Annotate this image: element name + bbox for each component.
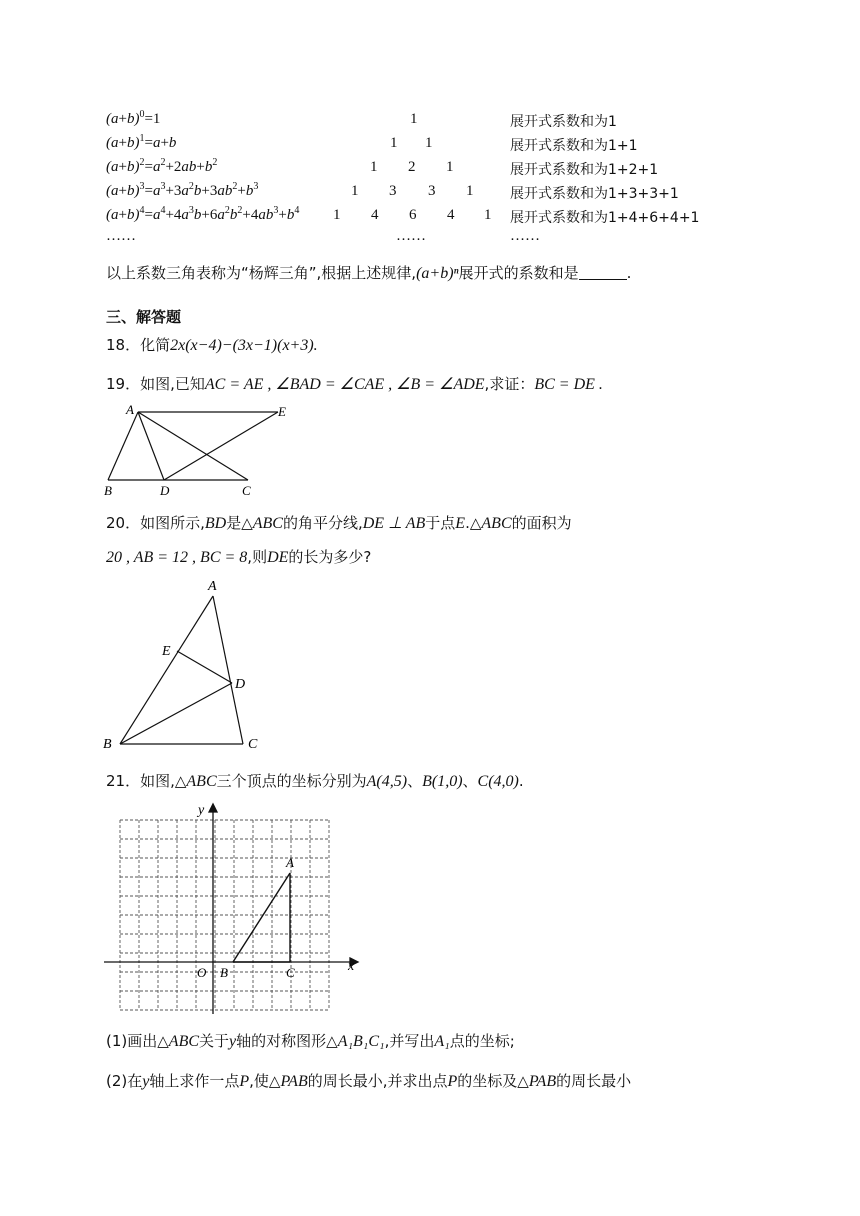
q21p1-a: (1)画出△ [106,1032,169,1050]
coeff-row-2-a: 1 [370,159,378,175]
coeff-row-4-e: 1 [484,207,492,223]
q21p2-g: 的周长最小,并求出点 [307,1072,448,1090]
fig21-label-O: O [197,965,207,980]
figure-21-grid [100,800,360,1020]
q21-triangle: ABC [186,773,217,790]
q21p1-f: A₁B₁C₁ [337,1033,385,1050]
yanghui-statement [106,262,631,283]
q20-math-b: BD [204,515,227,532]
yanghui-end: . [626,264,632,282]
q21-point-A: A(4,5) [366,773,408,790]
q20-text-e: 的角平分线, [282,514,363,532]
q18-number: 18． [106,336,141,354]
fig19-line-AD [138,412,164,480]
yanghui-expr: (a+b)ⁿ [416,265,459,282]
q21p2-f: PAB [280,1073,308,1090]
y-axis-arrow-icon [209,804,217,812]
coeff-row-0: 1 [410,111,418,127]
question-18 [106,334,318,355]
q21p2-d: P [239,1073,250,1090]
q21-text-2: 三个顶点的坐标分别为 [216,772,367,790]
q21-sep-2: 、 [462,772,478,790]
expansion-expr-0: $(a+b)^0=1$ [106,109,161,127]
q19-number: 19． [106,375,141,393]
q21p1-g: ,并写出 [384,1032,435,1050]
coeff-row-2-b: 2 [408,159,416,175]
fig19-line-AB [108,412,138,480]
q20-text-c: 是△ [226,514,253,532]
question-19 [106,373,603,394]
fig20-label-B: B [103,737,112,752]
question-21 [106,770,524,791]
q20-math-d: ABC [252,515,283,532]
q21p1-e: 轴的对称图形△ [236,1032,338,1050]
ellipsis-right: …… [510,228,540,244]
fig21-label-A: A [286,855,294,870]
fig20-line-AC [213,596,246,744]
fig19-label-B: B [104,483,112,498]
fig19-line-DE [164,412,278,480]
q20-math-given: 20 , AB = 12 , BC = 8 [106,549,248,566]
grid-lines [120,820,329,1010]
expansion-expr-4: $(a+b)^4=a^4+4a^3b+6a^2b^2+4ab^3+b^4$ [106,205,300,223]
fig20-line-AB [120,596,213,744]
q21-end: . [518,772,524,790]
q21p2-a: (2)在 [106,1072,143,1090]
q21p1-b: ABC [168,1033,200,1050]
q21p1-i: 点的坐标; [449,1032,515,1050]
q19-condition: AC = AE , ∠BAD = ∠CAE , ∠B = ∠ADE [204,376,485,393]
q20-number: 20． [106,514,141,532]
q20-text-then: ,则 [247,548,268,566]
q21p2-k: 的周长最小 [556,1072,632,1090]
q20-math-DE: DE [267,549,289,566]
answer-blank[interactable] [579,265,627,280]
yanghui-text-post: 展开式的系数和是 [458,264,579,282]
q21-sep-1: 、 [407,772,423,790]
fig19-label-E: E [278,404,286,419]
ellipsis-left: …… [106,228,136,244]
q21-point-C: C(4,0) [477,773,519,790]
coeff-row-4-d: 4 [447,207,455,223]
q19-mid: ,求证： [484,375,535,393]
coeff-row-2-c: 1 [446,159,454,175]
q21-text-1: 如图,△ [140,772,187,790]
q20-math-f: DE ⊥ AB [362,515,426,532]
fig20-line-BD [120,683,232,744]
fig21-label-y: y [198,803,205,818]
fig19-label-C: C [242,483,251,498]
q21p2-h: P [447,1073,458,1090]
coeff-row-4-a: 1 [333,207,341,223]
figure-19 [100,400,300,500]
q21p2-c: 轴上求作一点 [149,1072,240,1090]
q20-text-g: 于点 [425,514,456,532]
fig21-label-C: C [286,965,295,980]
coeff-row-4-b: 4 [371,207,379,223]
q18-text: 化简 [140,336,171,354]
ellipsis-middle: …… [396,228,426,244]
q21p1-c: 关于 [199,1032,230,1050]
coeff-sum-1: 展开式系数和为1+1 [510,138,638,154]
q20-text-i: .△ [465,514,482,532]
coeff-sum-3: 展开式系数和为1+3+3+1 [510,186,679,202]
q21-number: 21． [106,772,141,790]
fig21-line-AB [233,873,290,962]
q19-text: 如图,已知 [140,375,205,393]
q18-expr: 2x(x−4)−(3x−1)(x+3). [170,337,318,354]
fig21-label-B: B [220,965,228,980]
fig20-label-E: E [162,644,171,659]
q20-math-h: E [455,515,466,532]
coeff-row-3-d: 1 [466,183,474,199]
yanghui-text-pre: 以上系数三角表称为“杨辉三角”,根据上述规律, [106,264,417,282]
q20-text-k: 的面积为 [511,514,572,532]
fig20-label-A: A [208,579,217,594]
fig19-line-AC [138,412,248,480]
coeff-row-4-c: 6 [409,207,417,223]
section-heading: 三、解答题 [106,308,182,326]
q21p2-j: PAB [528,1073,557,1090]
fig19-label-D: D [160,483,170,498]
q21p2-e: ,使△ [249,1072,281,1090]
coeff-row-3-a: 1 [351,183,359,199]
q21p2-b: y [142,1073,150,1090]
fig19-label-A: A [126,402,134,417]
q19-goal: BC = DE . [534,376,603,393]
coeff-sum-0: 展开式系数和为1 [510,114,617,130]
q21p1-d: y [229,1033,237,1050]
q21-part-2 [106,1070,631,1091]
expansion-expr-2: $(a+b)^2=a^2+2ab+b^2$ [106,157,218,175]
coeff-sum-4: 展开式系数和为1+4+6+4+1 [510,210,700,226]
expansion-expr-3: $(a+b)^3=a^3+3a^2b+3ab^2+b^3$ [106,181,259,199]
fig20-label-D: D [235,677,246,692]
figure-20 [100,576,280,756]
q21p2-i: 的坐标及△ [457,1072,529,1090]
coeff-row-3-c: 3 [428,183,436,199]
coeff-row-3-b: 3 [389,183,397,199]
q20-text-ask: 的长为多少? [288,548,372,566]
question-20-line-1 [106,512,572,533]
fig20-line-DE [177,651,232,683]
fig21-label-x: x [348,959,355,974]
coeff-row-1-b: 1 [425,135,433,151]
q21-point-B: B(1,0) [422,773,463,790]
q20-text-a: 如图所示, [140,514,205,532]
fig20-label-C: C [248,737,258,752]
question-20-line-2 [106,546,371,567]
expansion-expr-1: $(a+b)^1=a+b$ [106,133,177,151]
coeff-sum-2: 展开式系数和为1+2+1 [510,162,659,178]
coeff-row-1-a: 1 [390,135,398,151]
q21p1-h: A₁ [434,1033,450,1050]
q20-math-j: ABC [481,515,512,532]
q21-part-1 [106,1030,515,1051]
